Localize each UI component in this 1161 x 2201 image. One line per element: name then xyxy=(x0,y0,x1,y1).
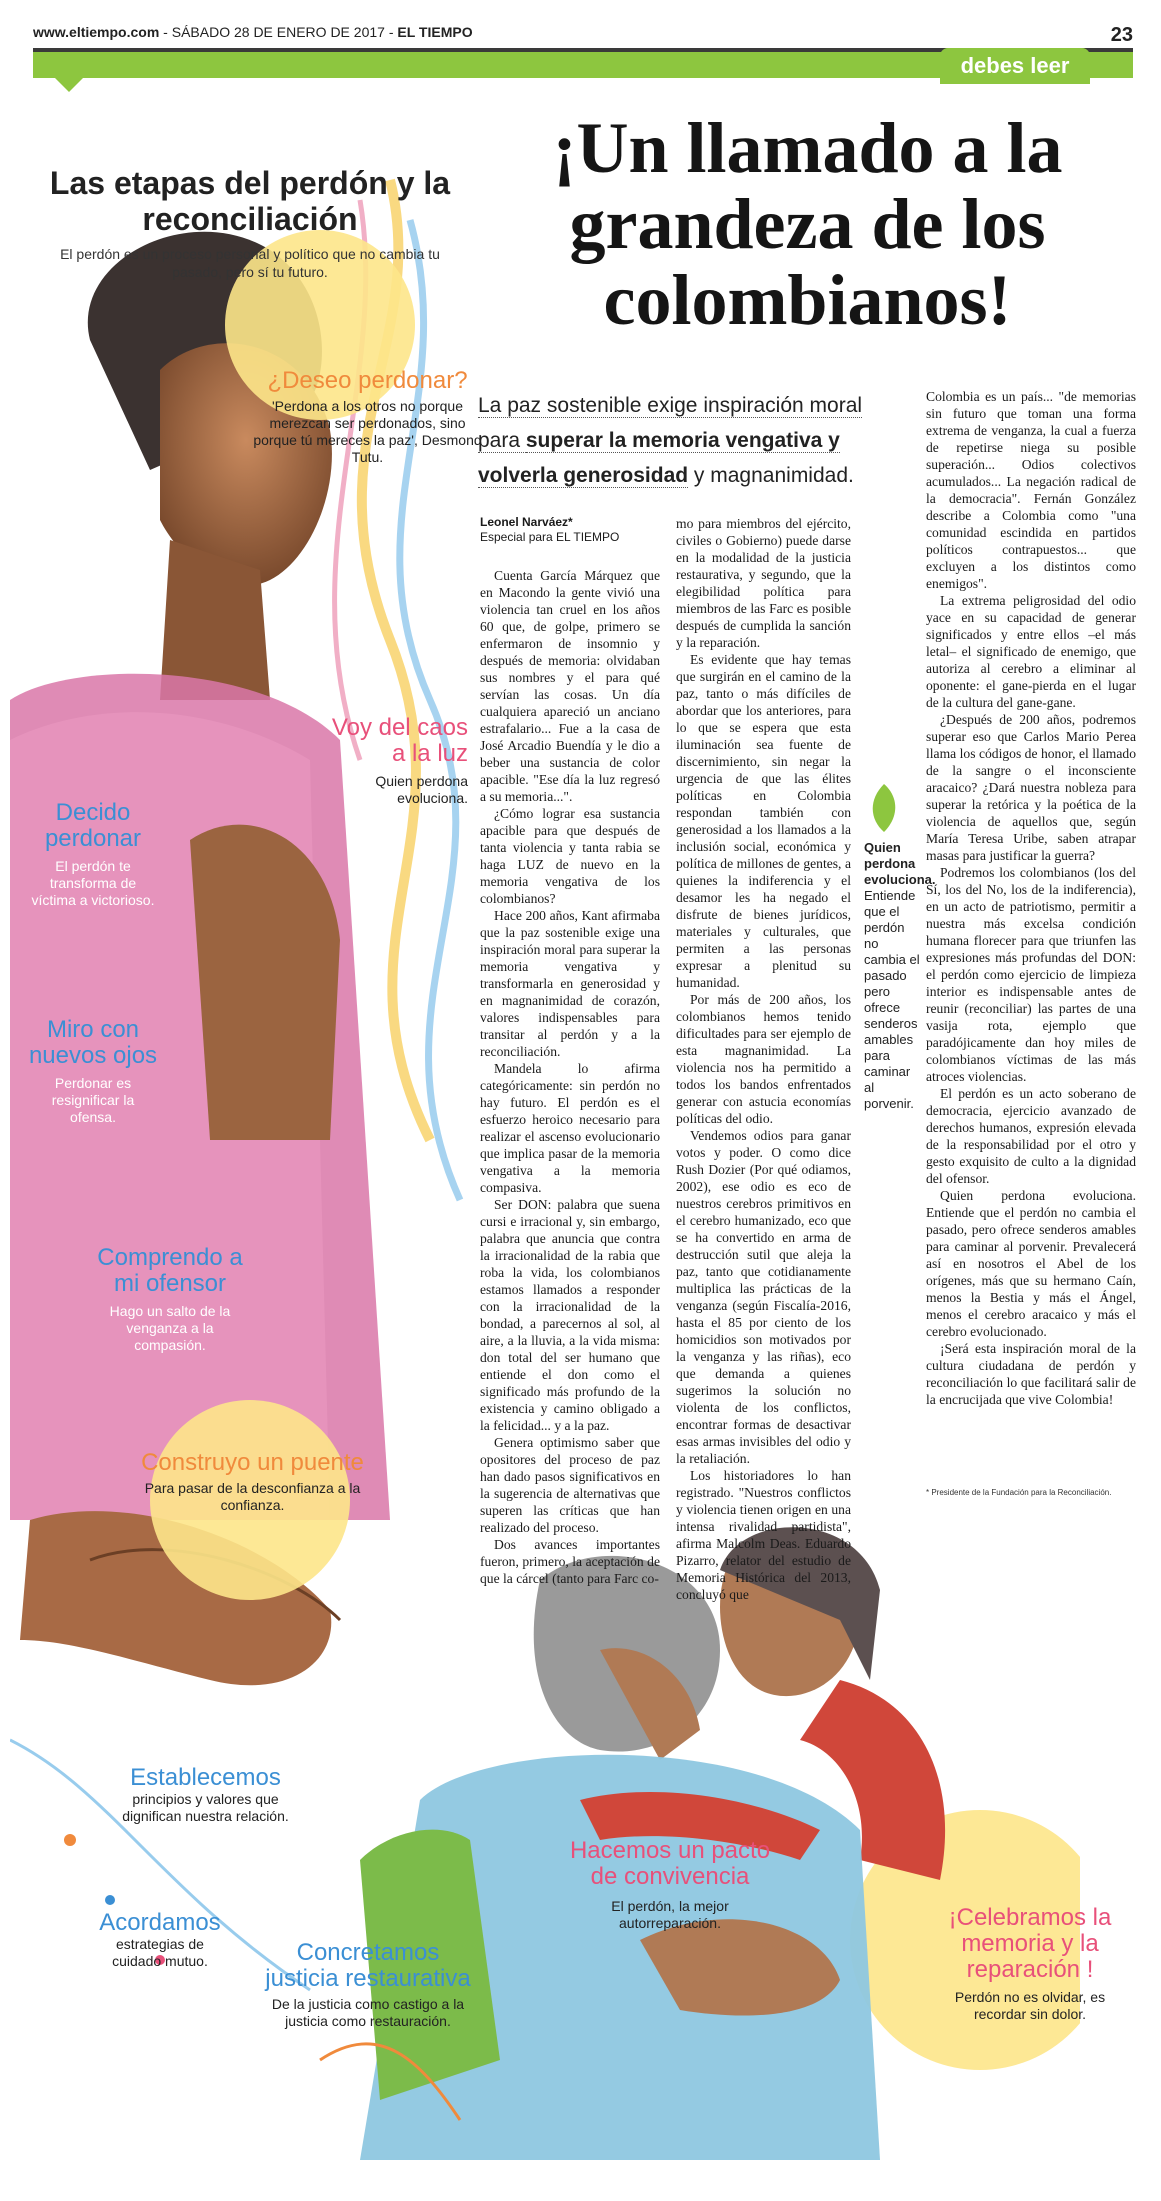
article-column-1 xyxy=(480,515,660,1587)
paragraph: Colombia es un país... "de memorias sin futuro que toman una forma extrema de venganza, la cual a fuerza de repetirse niega su posible superación... Odios colectivos acumulados... La negación radical de la democracia". Fernán González describe a Colombia como "una comunidad escindida en partidos políticos contrapuestos... que excluyen a los distintos como enemigos". xyxy=(926,389,1136,591)
author-name: Leonel Narváez* xyxy=(480,515,573,529)
deck-part-2: superar la memoria vengativa y volverla generosidad xyxy=(478,429,840,487)
issue-date: SÁBADO 28 DE ENERO DE 2017 xyxy=(171,24,385,40)
infographic-header xyxy=(40,165,460,281)
stage-1 xyxy=(250,368,485,466)
stage-title: Miro con nuevos ojos xyxy=(28,1016,158,1069)
stage-desc: El perdón, la mejor autorreparación. xyxy=(611,1898,729,1931)
paragraph: La extrema peligrosidad del odio yace en su capacidad de generar significados y entre ellos –el más letal– el significado de enemigo, que autoriza al cerebro a eliminar al oponente: el gane-pierda en el lugar de la cultura del gane-gane. xyxy=(926,593,1136,710)
paragraph: Quien perdona evoluciona. Entiende que el perdón no cambia el pasado, pero ofrece senderos amables para caminar al porvenir. Prevalecerá así en nosotros el Abel de los orígenes, más que su hermano Caín, menos la Bestia y más el Ángel, menos el cerebro aracaico y más el cerebro evolucionado. xyxy=(926,1188,1136,1339)
stage-title: Construyo un puente xyxy=(141,1449,364,1476)
stage-desc: Quien perdona evoluciona. xyxy=(375,773,468,806)
infographic-subtitle: El perdón es un proceso personal y político que no cambia tu pasado, pero sí tu futuro. xyxy=(60,246,440,280)
headline-block xyxy=(470,110,1145,338)
page-number: 23 xyxy=(1110,24,1133,46)
stage-desc: principios y valores que dignifican nuestra relación. xyxy=(122,1791,289,1824)
paragraph: Genera optimismo saber que opositores del proceso de paz han dado pasos significativos en la sugerencia de alternativas que superen las críticas que han realizado del proceso. xyxy=(480,1435,660,1535)
article-column-3 xyxy=(926,388,1136,1408)
stage-title: ¡Celebramos la memoria y la reparación ! xyxy=(948,1904,1112,1983)
paragraph: Es evidente que hay temas que surgirán en el camino de la paz, tanto o más difíciles de abordar que los anteriores, para lo que se espera que esta iluminación sea fuente de discernimiento, sin negar la urgencia de que las élites políticas en Colombia respondan también con generosidad a los llamados a la inclusión social, económica y política de millones de gentes, a quienes la indiferencia y el desamor les ha negado el disfrute de bienes jurídicos, materiales y culturales, que permiten a las personas expresar a plenitud su humanidad. xyxy=(676,652,851,990)
paragraph: Mandela lo afirma categóricamente: sin perdón no hay futuro. El perdón es el esfuerzo heroico necesario para realizar el ascenso evolucionario que implica pasar de la memoria vengativa a la memoria compasiva. xyxy=(480,1061,660,1195)
paragraph: Los historiadores lo han registrado. "Nuestros conflictos y violencia tienen origen en una intensa rivalidad partidista", afirma Malcolm Deas. Eduardo Pizarro, relator del estudio de Memoria Histórica del 2013, concluyó que xyxy=(676,1468,851,1602)
deck-part-3: y magnanimidad. xyxy=(688,464,854,487)
stage-desc: estrategias de cuidado mutuo. xyxy=(112,1936,208,1969)
newspaper-name: EL TIEMPO xyxy=(397,24,473,40)
stage-title: Decido perdonar xyxy=(44,799,142,852)
paragraph: ¿Después de 200 años, podremos superar eso que Carlos Mario Perea llama los códigos de honor, el llamado de la sangre o el inconsciente aracaico? ¿Dará nuestra nobleza para superar la retórica y la poética de la violencia de aquellos que, según María Teresa Uribe, saben atrapar masas para justificar la guerra? xyxy=(926,712,1136,863)
deck xyxy=(478,388,908,493)
paragraph: Cuenta García Márquez que en Macondo la gente vivió una violencia tan cruel en los años 60 que, de golpe, primero se enfermaron de insomnio y después de memoria: olvidaban sus nombres y el para qué servían las cosas. Un día cualquiera apareció un anciano estrafalario... Fue a la casa de José Arcadio Buendía y le dio a beber una sustancia de color apacible. "Ese día la luz regresó a su memoria...". xyxy=(480,568,660,804)
infographic-title: Las etapas del perdón y la reconciliación xyxy=(49,165,451,237)
stage-5 xyxy=(95,1245,245,1354)
site-url[interactable]: www.eltiempo.com xyxy=(33,24,160,40)
paragraph: Dos avances importantes fueron, primero, la aceptación de que la cárcel (tanto para Farc co- xyxy=(480,1537,660,1586)
stage-2 xyxy=(328,715,468,807)
pull-quote-head: Quien perdona evoluciona. xyxy=(864,840,936,887)
stage-title: Establecemos xyxy=(130,1764,281,1791)
stage-9 xyxy=(258,1940,478,2030)
page-header: www.eltiempo.com - SÁBADO 28 DE ENERO DE 2017 - EL TIEMPO 23 xyxy=(33,24,1133,46)
stage-7 xyxy=(118,1765,293,1825)
stage-6 xyxy=(135,1450,370,1514)
paragraph: ¡Será esta inspiración moral de la cultura ciudadana de perdón y reconciliación lo que facilitará salir de la encrucijada que vive Colombia! xyxy=(926,1341,1136,1407)
stage-title: Voy del caos a la luz xyxy=(331,714,468,767)
stage-title: Comprendo a mi ofensor xyxy=(97,1244,243,1297)
section-tab: debes leer xyxy=(940,48,1090,84)
paragraph: ¿Cómo lograr esa sustancia apacible para que después de tanta violencia y tanta rabia se haga LUZ de nuevo en la memoria vengativa de los colombianos? xyxy=(480,806,660,906)
quote-icon xyxy=(864,780,904,836)
paragraph: El perdón es un acto soberano de democracia, ejercicio avanzado de derechos humanos, expresión elevada de la responsabilidad por el otro y gesto exquisito de culto a la dignidad del ofensor. xyxy=(926,1086,1136,1186)
stage-desc: Perdonar es resignificar la ofensa. xyxy=(51,1075,135,1125)
stage-title: Concretamos justicia restaurativa xyxy=(265,1939,471,1992)
stage-desc: Perdón no es olvidar, es recordar sin dolor. xyxy=(954,1989,1106,2022)
footnote: * Presidente de la Fundación para la Reconciliación. xyxy=(926,1488,1112,1497)
stage-title: Acordamos xyxy=(99,1909,221,1936)
stage-desc: De la justicia como castigo a la justicia como restauración. xyxy=(271,1996,465,2029)
pull-quote xyxy=(864,780,936,1112)
pull-quote-body: Entiende que el perdón no cambia el pasado pero ofrece senderos amables para caminar al porvenir. xyxy=(864,888,920,1111)
paragraph: Ser DON: palabra que suena cursi e irracional y, sin embargo, palabra que anuncia que contra la irracionalidad de la rabia que roba la vida, los colombianos estamos llamados a responder con la irracionalidad de la bondad, a parecernos al sol, al aire, a la lluvia, a la vida misma: don total del ser humano que entiende el don como el significado más profundo de la existencia y camino obligado a la felicidad... y a la paz. xyxy=(480,1197,660,1433)
stage-desc: Para pasar de la desconfianza a la confianza. xyxy=(144,1480,361,1513)
deck-part-1: La paz sostenible exige inspiración moral para xyxy=(478,394,863,452)
stage-10 xyxy=(560,1838,780,1932)
headline: ¡Un llamado a la grandeza de los colombianos! xyxy=(552,108,1063,340)
article-column-2 xyxy=(676,515,851,1603)
stage-title: Hacemos un pacto de convivencia xyxy=(569,1837,771,1890)
stage-desc: Hago un salto de la venganza a la compasión. xyxy=(109,1303,231,1353)
stage-11 xyxy=(935,1905,1125,2023)
stage-3 xyxy=(28,800,158,909)
author-role: Especial para EL TIEMPO xyxy=(480,530,620,544)
paragraph: Hace 200 años, Kant afirmaba que la paz sostenible exige una inspiración moral para superar la memoria vengativa y transformarla en generosidad y en magnanimidad de corazón, valores indispensables para transitar al perdón y a la reconciliación. xyxy=(480,908,660,1059)
stage-title: ¿Deseo perdonar? xyxy=(267,367,468,394)
paragraph: Podremos los colombianos (los del Sí, los del No, los de la indiferencia), en un acto de patriotismo, permitir a nuestra más excelsa condición humana florecer para que triunfen las expresiones más profundas del DON: el perdón como ejercicio de limpieza interior es indispensable antes de reunir (reconciliar) las partes de una vasija rota, ejemplo que paradójicamente dan hoy miles de colombianos víctimas de las más atroces violencias. xyxy=(926,865,1136,1084)
paragraph: Vendemos odios para ganar votos y poder. O como dice Rush Dozier (Por qué odiamos, 2002), ese odio es eco de nuestros cerebros primitivos en el cerebro humanizado, eco que se ha convertido en arma de destrucción sutil que aleja la paz, tanto que cotidianamente multiplica las prácticas de la venganza (según Fiscalía-2016, hasta el 85 por ciento de los homicidios son motivados por la venganza y las riñas), eco que demanda a quienes sugerimos la solución no violenta de los conflictos, encontrar formas de desactivar esas armas invisibles del odio y la retaliación. xyxy=(676,1128,851,1466)
stage-desc: 'Perdona a los otros no porque merezcan ser perdonados, sino porque tú mereces la paz', Desmond Tutu. xyxy=(253,398,482,465)
stage-4 xyxy=(28,1017,158,1126)
byline xyxy=(480,515,660,545)
paragraph: Por más de 200 años, los colombianos hemos tenido dificultades para ser ejemplo de esta magnanimidad. La violencia nos ha permitido a todos los bandos enfrentados generar con astucia economías políticas del odio. xyxy=(676,992,851,1126)
stage-desc: El perdón te transforma de víctima a victorioso. xyxy=(31,858,155,908)
section-marker xyxy=(55,78,83,92)
stage-8 xyxy=(95,1910,225,1970)
paragraph: mo para miembros del ejército, civiles o Gobierno) puede darse en la modalidad de la justicia restaurativa, y segundo, que la elegibilidad política para miembros de las Farc es posible después de cumplida la sanción y la reparación. xyxy=(676,516,851,650)
